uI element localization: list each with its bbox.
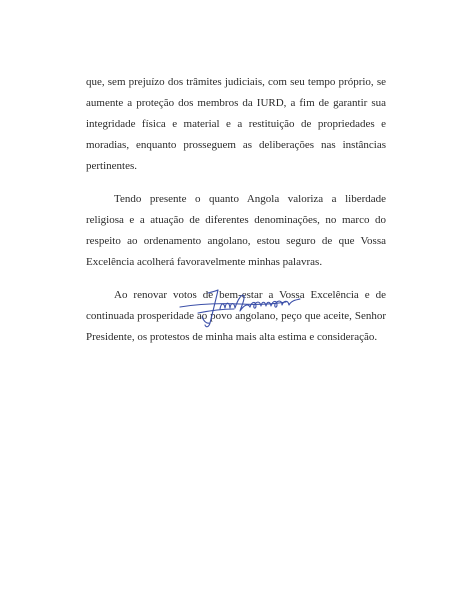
handwritten-signature <box>178 287 314 331</box>
paragraph-continuation: que, sem prejuízo dos trâmites judiciais, com seu tempo próprio, se aumente a proteção dos membros da IURD, a fim de garantir sua integridade física e material e a restituição de propriedades e moradias, enquanto prosseguem as deliberações nas instâncias pertinentes. <box>86 76 386 172</box>
paragraph-religious-freedom: Tendo presente o quanto Angola valoriza a liberdade religiosa e a atuação de diferentes denominações, no marco do respeito ao ordenamento angolano, estou seguro de que Vossa Excelência acolherá favoravelmente minhas palavras. <box>86 193 386 268</box>
paragraph-closing: Ao renovar votos de bem-estar a Vossa Excelência e de continuada prosperidade ao povo angolano, peço que aceite, Senhor Presidente, os protestos de minha mais alta estima e consideração. <box>86 289 386 343</box>
